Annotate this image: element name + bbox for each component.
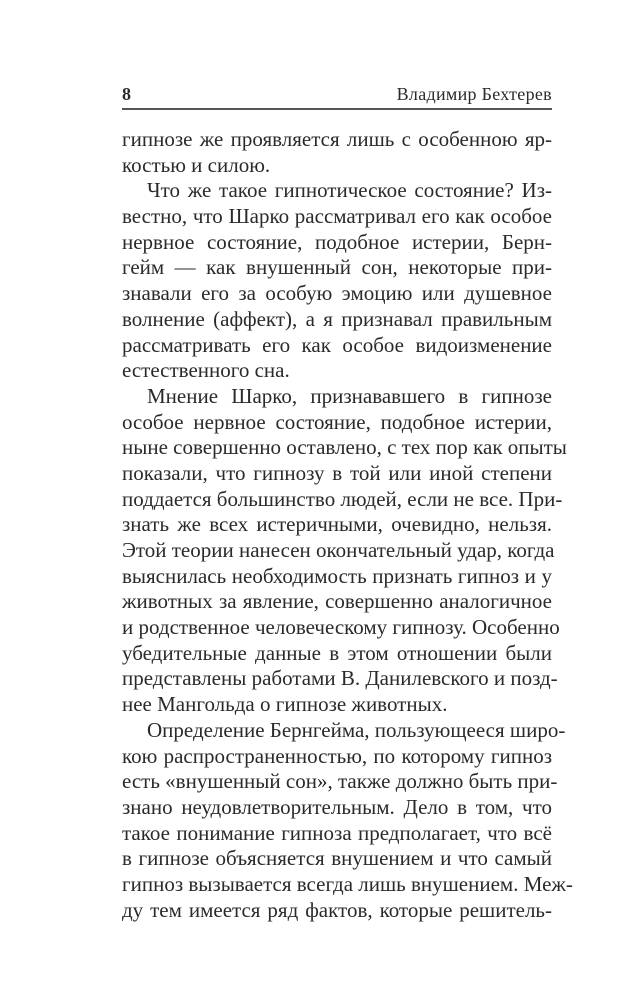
- text-line: естественного сна.: [122, 358, 290, 383]
- text-line: Этой теории нанесен окончательный удар, когда: [122, 538, 555, 562]
- text-line: Мнение Шарко, признававшего в гипнозе: [147, 383, 552, 408]
- text-line: знано неудовлетворительным. Дело в том, что: [122, 794, 552, 819]
- text-line: в гипнозе объясняется внушением и что самый: [122, 846, 552, 871]
- text-line: Определение Бернгейма, пользующееся широ-: [147, 717, 566, 742]
- text-line: выяснилась необходимость признать гипноз и у: [122, 563, 552, 588]
- text-line: ныне совершенно оставлено, с тех пор как опыты: [122, 435, 567, 460]
- text-line: рассматривать его как особое видоизменение: [122, 332, 552, 357]
- text-line: гипнозе же проявляется лишь с особенною яр-: [122, 127, 552, 151]
- text-line: показали, что гипнозу в той или иной степени: [122, 460, 552, 485]
- text-line: нее Мангольда о гипнозе животных.: [122, 692, 448, 717]
- text-line: костью и силою.: [122, 152, 271, 177]
- text-line: нервное состояние, подобное истерии, Берн-: [122, 229, 552, 254]
- text-line: волнение (аффект), а я признавал правильным: [122, 306, 552, 331]
- text-line: есть «внушенный сон», также должно быть при-: [122, 769, 558, 794]
- text-line: и родственное человеческому гипнозу. Особенно: [122, 615, 560, 640]
- running-header: [122, 84, 552, 106]
- text-line: убедительные данные в этом отношении были: [122, 640, 552, 665]
- paragraph: [122, 127, 552, 178]
- text-line: такое понимание гипноза предполагает, что всё: [122, 820, 552, 845]
- paragraph: [122, 178, 552, 384]
- text-line: знать же всех истеричными, очевидно, нельзя.: [122, 512, 552, 537]
- text-line: особое нервное состояние, подобное истерии,: [122, 409, 552, 434]
- text-line: гипноз вызывается всегда лишь внушением. Меж-: [122, 871, 573, 896]
- text-line: ду тем имеется ряд фактов, которые решитель-: [122, 897, 552, 922]
- text-line: кою распространенностью, по которому гипноз: [122, 743, 552, 768]
- text-line: поддается большинство людей, если не все. При-: [122, 486, 563, 511]
- paragraph: [122, 717, 573, 924]
- text-line: знавали его за особую эмоцию или душевное: [122, 281, 552, 306]
- text-line: гейм — как внушенный сон, некоторые при-: [122, 255, 552, 280]
- header-rule: [122, 108, 552, 110]
- running-head-author: Владимир Бехтерев: [396, 84, 552, 104]
- text-line: Что же такое гипнотическое состояние? Из-: [147, 178, 552, 203]
- page-body-text: [122, 127, 573, 923]
- text-line: животных за явление, совершенно аналогичное: [122, 589, 552, 614]
- page-number: 8: [122, 84, 131, 104]
- paragraph: [122, 383, 567, 718]
- text-line: вестно, что Шарко рассматривал его как особое: [122, 204, 552, 229]
- text-line: представлены работами В. Данилевского и позд-: [122, 666, 558, 691]
